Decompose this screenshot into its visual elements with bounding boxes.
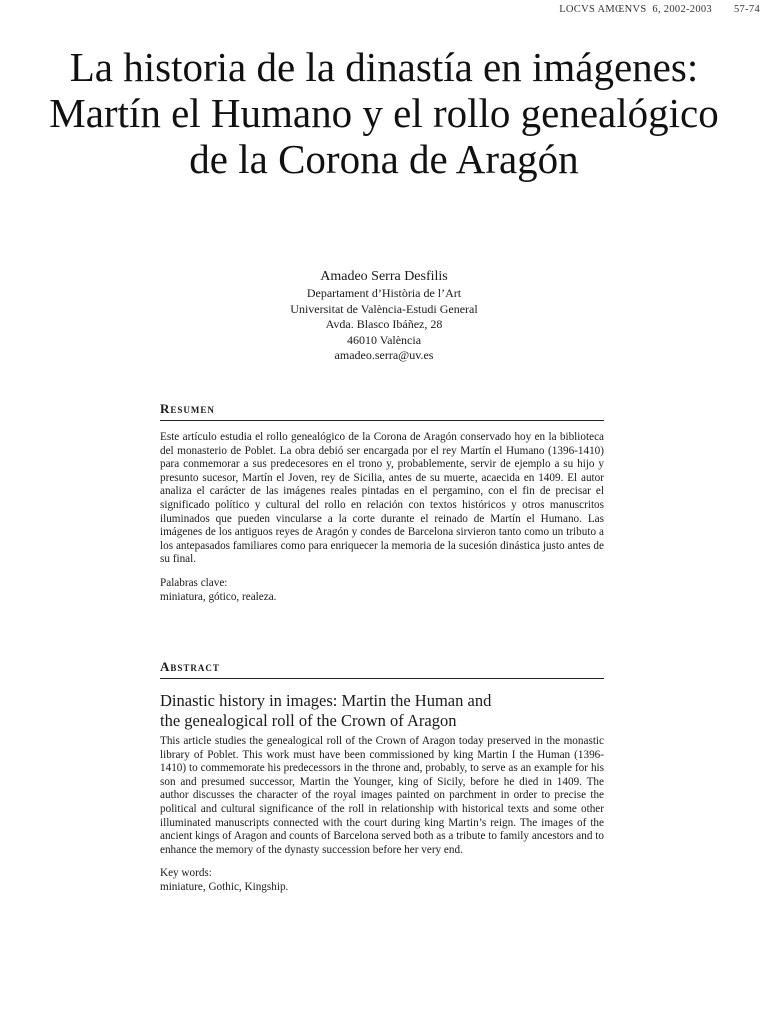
running-header [559, 4, 760, 15]
abstract-keywords-label: Key words: [160, 867, 212, 880]
resumen-heading: Resumen [160, 401, 604, 421]
abstract-keywords [160, 867, 604, 894]
author-department: Departament d’Història de l’Art [306, 286, 462, 300]
abstract-heading: Abstract [160, 659, 604, 679]
author-city: 46010 València [346, 332, 422, 347]
title-line-3: de la Corona de Aragón [189, 136, 579, 182]
article-title [0, 44, 768, 182]
resumen-keywords-list: miniatura, gótico, realeza. [160, 590, 277, 603]
resumen-text: Este artículo estudia el rollo genealógico de la Corona de Aragón conservado hoy en la biblioteca del monasterio de Poblet. La obra debió ser encargada por el rey Martín el Humano (1396-1410) para conmemorar a sus predecesores en el trono y, probablemente, servir de ejemplo a su hijo y presunto sucesor, Martín el Joven, rey de Sicilia, antes de su muerte, acaecida en 1409. El autor analiza el carácter de las imágenes reales pintadas en el pergamino, con el fin de precisar el significado político y cultural del rollo en relación con textos históricos y otros manuscritos iluminados que pueden vincularse a la corte durante el reinado de Martín el Humano. Las imágenes de los antiguos reyes de Aragón y condes de Barcelona sirvieron tanto como un tributo a los antepasados familiares como para enriquecer la memoria de la sucesión dinástica justo antes de su final. [160, 431, 604, 566]
author-affiliation [0, 268, 768, 364]
journal-volume [559, 4, 712, 15]
journal-name: LOCVS AMŒNVS [559, 4, 647, 15]
abstract-section [160, 659, 604, 895]
english-title-line-2: the genealogical roll of the Crown of Aragon [160, 711, 457, 730]
author-university: Universitat de València-Estudi General [290, 301, 478, 316]
title-line-2: Martín el Humano y el rollo genealógico [49, 90, 719, 136]
author-email: amadeo.serra@uv.es [334, 348, 434, 362]
english-title-line-1: Dinastic history in images: Martin the Human and [160, 691, 492, 710]
volume-years: 6, 2002-2003 [652, 4, 712, 15]
english-title [160, 691, 604, 731]
resumen-keywords-label: Palabras clave: [160, 576, 228, 589]
author-street: Avda. Blasco Ibáñez, 28 [325, 317, 443, 331]
resumen-section [160, 401, 604, 604]
abstract-text: This article studies the genealogical roll of the Crown of Aragon today preserved in the monastic library of Poblet. This work must have been commissioned by king Martin I the Human (1396-1410) to commemorate his predecessors in the throne and, probably, to serve as an example for his son and presumed successor, Martin the Younger, king of Sicily, before he died in 1409. The author discusses the character of the royal images painted on parchment in order to precise the political and cultural significance of the roll in relationship with historical texts and some other illuminated manuscripts connected with the court during king Martin’s reign. The images of the ancient kings of Aragon and counts of Barcelona served both as a tribute to family ancestors and to enhance the memory of the dynasty succession before her very end. [160, 735, 604, 856]
page-range: 57-74 [734, 4, 760, 15]
author-name: Amadeo Serra Desfilis [320, 269, 448, 284]
abstract-keywords-list: miniature, Gothic, Kingship. [160, 880, 289, 893]
title-line-1: La historia de la dinastía en imágenes: [69, 44, 699, 90]
resumen-keywords [160, 577, 604, 604]
